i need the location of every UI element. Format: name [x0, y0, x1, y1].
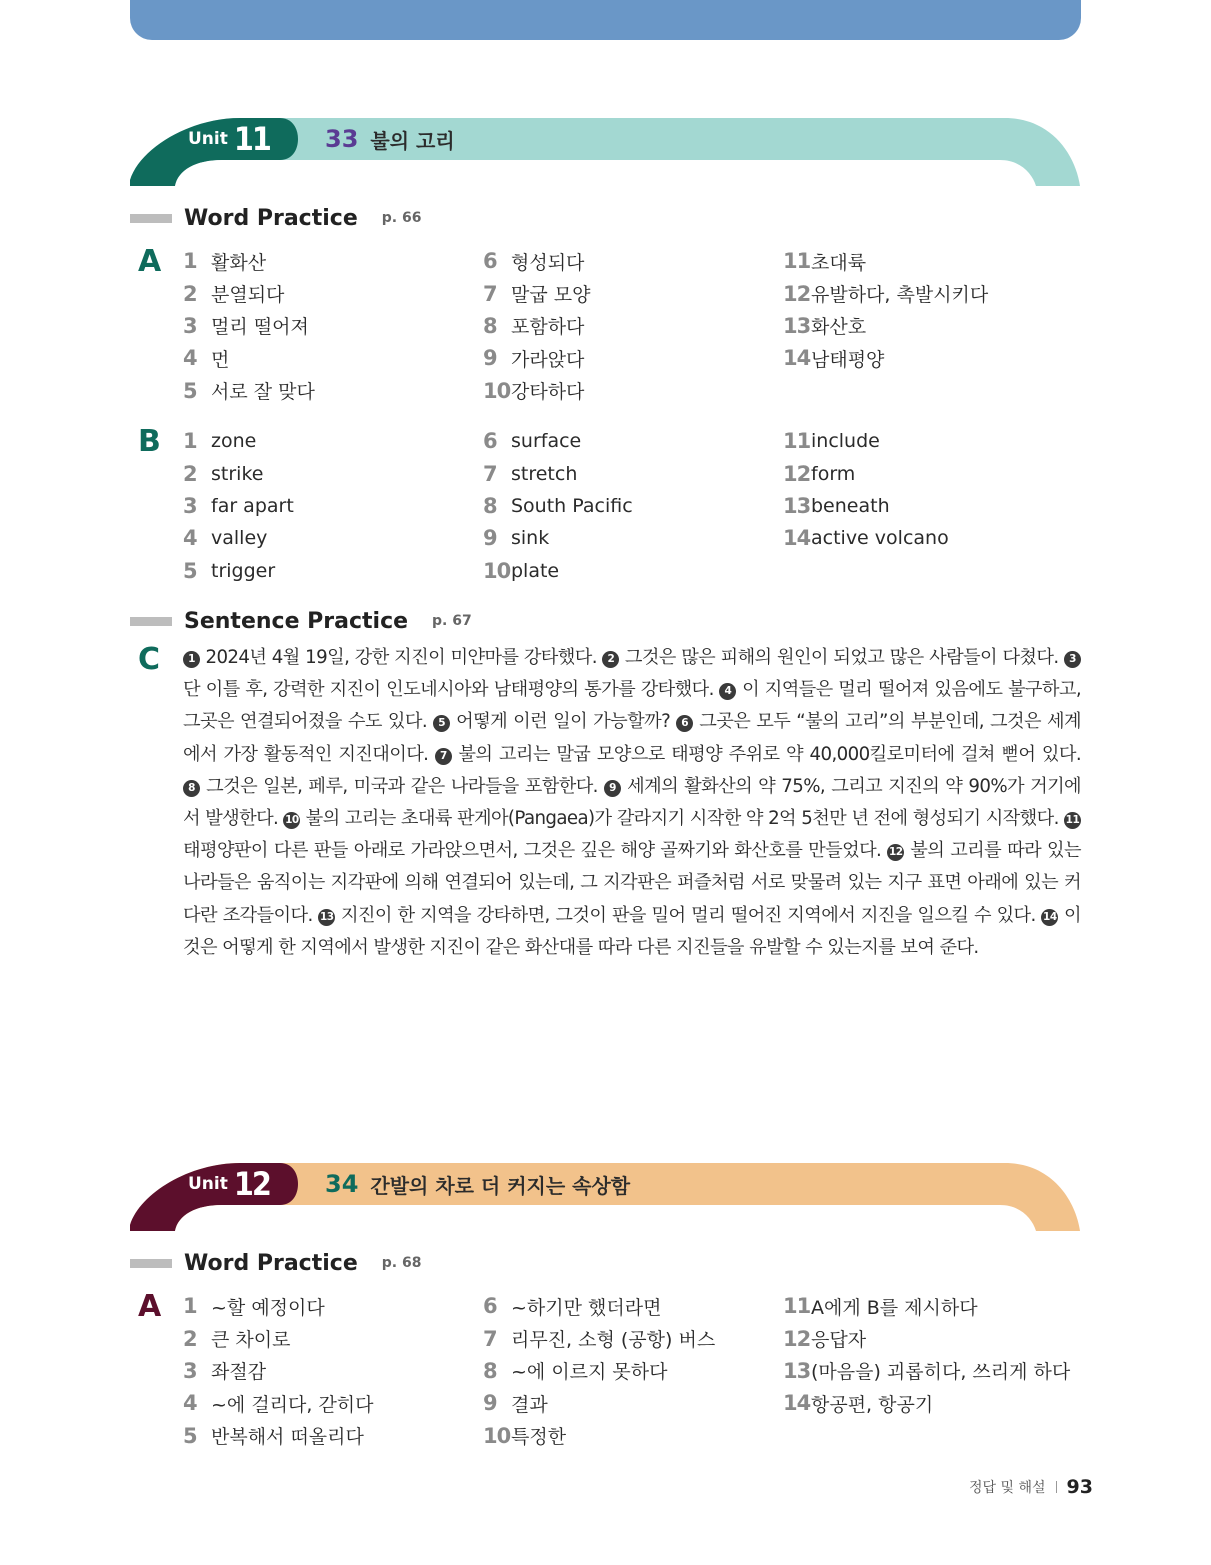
item-number: 13 [783, 493, 811, 518]
heading-bar [130, 214, 172, 223]
unit-number: 12 [233, 1165, 270, 1203]
item-number: 14 [783, 1391, 811, 1416]
word-list-b-col2 [483, 425, 633, 587]
sentence-text: 그곳은 모두 “불의 고리”의 부분인데, 그것은 세계에서 가장 활동적인 지진대이다. [183, 711, 1081, 765]
list-item [183, 375, 315, 407]
list-item [183, 457, 294, 489]
section-letter-c: C [138, 642, 161, 677]
unit-11-tab [188, 118, 298, 160]
item-number: 5 [183, 1423, 197, 1448]
word-list-a-col2 [483, 245, 590, 407]
item-number: 9 [483, 1391, 497, 1416]
item-text: 형성되다 [511, 251, 585, 274]
list-item [783, 1322, 1070, 1354]
item-text: 화산호 [811, 316, 867, 339]
item-number: 2 [183, 1326, 197, 1351]
item-text: include [811, 430, 880, 453]
item-text: 큰 차이로 [211, 1329, 291, 1352]
sentence-text: 불의 고리를 따라 있는 나라들은 움직이는 지각판에 의해 연결되어 있는데, 그 지각판은 퍼즐처럼 서로 맞물려 있는 지구 표면 아래에 있는 커다란 조각들이다. [183, 840, 1081, 926]
lesson-number: 34 [325, 1170, 359, 1198]
item-text: beneath [811, 494, 890, 517]
list-item [183, 555, 294, 587]
list-item [483, 245, 590, 277]
item-number: 11 [783, 249, 811, 274]
section-letter-a: A [138, 244, 162, 279]
sentence-marker: 4 [719, 683, 736, 700]
sentence-text: 세계의 활화산의 약 75%, 그리고 지진의 약 90%가 거기에서 발생한다. [183, 775, 1082, 830]
item-text: 유발하다, 촉발시키다 [811, 284, 989, 307]
list-item [183, 1355, 374, 1387]
item-number: 14 [783, 526, 811, 551]
footer-label: 정답 및 해설 [969, 1480, 1046, 1496]
item-text: 리무진, 소형 (공항) 버스 [511, 1329, 716, 1352]
page-number: 93 [1066, 1476, 1093, 1498]
unit-11-banner [130, 118, 1080, 186]
item-text: 활화산 [211, 251, 267, 274]
list-item [483, 522, 633, 554]
list-item [183, 277, 315, 309]
sentence-text: 불의 고리는 초대륙 판게아(Pangaea)가 갈라지기 시작한 약 2억 5천만 년 전에 형성되기 시작했다. [305, 808, 1059, 830]
sentence-marker: 12 [887, 844, 904, 861]
item-text: valley [211, 527, 268, 550]
sentence-text: 태평양판이 다른 판들 아래로 가라앉으면서, 그것은 깊은 해양 골짜기와 화산호를 만들었다. [183, 840, 882, 862]
list-item [483, 490, 633, 522]
sentence-text: 그것은 일본, 페루, 미국과 같은 나라들을 포함한다. [206, 775, 598, 797]
section-title: Word Practice [184, 205, 358, 231]
item-number: 10 [483, 1423, 511, 1448]
item-number: 14 [783, 346, 811, 371]
item-number: 9 [483, 526, 497, 551]
sentence-marker: 8 [183, 780, 200, 797]
item-number: 7 [483, 461, 497, 486]
item-text: 결과 [511, 1393, 548, 1416]
list-item [783, 1387, 1070, 1419]
item-number: 6 [483, 249, 497, 274]
unit-label: Unit [188, 129, 228, 149]
sentence-marker: 1 [183, 651, 200, 668]
list-item [483, 1387, 715, 1419]
page-footer [969, 1476, 1093, 1498]
item-text: active volcano [811, 527, 949, 550]
item-number: 3 [183, 493, 197, 518]
item-text: far apart [211, 494, 294, 517]
sentence-marker: 11 [1064, 812, 1081, 829]
heading-bar [130, 617, 172, 626]
list-item [783, 457, 949, 489]
item-text: South Pacific [511, 494, 633, 517]
word-list-a-col1 [183, 1290, 374, 1452]
sentence-practice-heading [130, 606, 472, 636]
sentence-text: 2024년 4월 19일, 강한 지진이 미얀마를 강타했다. [205, 647, 597, 668]
heading-bar [130, 1259, 172, 1268]
item-number: 12 [783, 1326, 811, 1351]
lesson-34-title [325, 1163, 630, 1205]
item-text: 강타하다 [511, 381, 585, 404]
lesson-number: 33 [325, 125, 359, 153]
item-text: ~할 예정이다 [211, 1296, 325, 1319]
list-item [783, 245, 988, 277]
list-item [183, 490, 294, 522]
list-item [483, 375, 590, 407]
item-text: ~에 걸리다, 갇히다 [211, 1393, 374, 1416]
word-practice-heading [130, 1248, 421, 1278]
list-item [483, 555, 633, 587]
item-number: 1 [183, 249, 197, 274]
list-item [183, 310, 315, 342]
word-practice-heading [130, 203, 421, 233]
list-item [183, 342, 315, 374]
item-text: 가라앉다 [511, 348, 585, 371]
sentence-marker: 3 [1064, 651, 1081, 668]
item-number: 13 [783, 313, 811, 338]
item-number: 1 [183, 429, 197, 454]
unit-12-tab [188, 1163, 298, 1205]
list-item [783, 1290, 1070, 1322]
item-text: 좌절감 [211, 1361, 267, 1384]
list-item [183, 1420, 374, 1452]
item-number: 2 [183, 461, 197, 486]
sentence-text: 지진이 한 지역을 강타하면, 그것이 판을 밀어 멀리 떨어진 지역에서 지진을 일으킬 수 있다. [340, 904, 1036, 926]
item-text: 분열되다 [211, 284, 285, 307]
unit-label: Unit [188, 1174, 228, 1194]
item-number: 3 [183, 1358, 197, 1383]
list-item [183, 425, 294, 457]
section-title: Sentence Practice [184, 608, 409, 634]
list-item [783, 277, 988, 309]
list-item [183, 1322, 374, 1354]
list-item [483, 1420, 715, 1452]
sentence-marker: 6 [676, 715, 693, 732]
item-number: 3 [183, 313, 197, 338]
item-number: 11 [783, 429, 811, 454]
item-text: sink [511, 527, 550, 550]
lesson-title: 불의 고리 [370, 128, 455, 153]
unit-number: 11 [233, 120, 270, 158]
top-header-bar [130, 0, 1081, 40]
item-number: 10 [483, 558, 511, 583]
item-text: ~에 이르지 못하다 [511, 1361, 668, 1384]
section-page: p. 66 [381, 210, 422, 226]
item-text: 남태평양 [811, 348, 885, 371]
item-number: 6 [483, 429, 497, 454]
item-number: 13 [783, 1358, 811, 1383]
item-number: 12 [783, 281, 811, 306]
item-text: stretch [511, 462, 578, 485]
list-item [483, 277, 590, 309]
item-text: form [811, 462, 856, 485]
item-text: 서로 잘 맞다 [211, 381, 315, 404]
lesson-33-title [325, 118, 455, 160]
item-text: 멀리 떨어져 [211, 316, 309, 339]
list-item [783, 425, 949, 457]
section-title: Word Practice [184, 1250, 358, 1276]
list-item [483, 310, 590, 342]
lesson-title: 간발의 차로 더 커지는 속상함 [370, 1173, 631, 1198]
item-number: 4 [183, 526, 197, 551]
item-text: 항공편, 항공기 [811, 1393, 934, 1416]
item-number: 9 [483, 346, 497, 371]
item-number: 6 [483, 1294, 497, 1319]
sentence-marker: 9 [604, 780, 621, 797]
item-number: 10 [483, 378, 511, 403]
item-text: A에게 B를 제시하다 [811, 1296, 978, 1319]
sentence-marker: 10 [283, 812, 300, 829]
list-item [783, 490, 949, 522]
item-number: 5 [183, 558, 197, 583]
item-text: 포함하다 [511, 316, 585, 339]
item-text: (마음을) 괴롭히다, 쓰리게 하다 [811, 1361, 1071, 1384]
list-item [183, 1387, 374, 1419]
sentence-text: 불의 고리는 말굽 모양으로 태평양 주위로 약 40,000킬로미터에 걸쳐 뻗어 있다. [458, 743, 1081, 765]
item-text: strike [211, 462, 264, 485]
item-text: zone [211, 430, 257, 453]
sentence-marker: 13 [318, 909, 335, 926]
list-item [483, 1290, 715, 1322]
list-item [483, 1355, 715, 1387]
word-list-a-col3 [783, 245, 988, 375]
item-number: 7 [483, 1326, 497, 1351]
sentence-translations [183, 642, 1081, 964]
item-text: 특정한 [511, 1426, 567, 1449]
sentence-marker: 2 [602, 651, 619, 668]
list-item [183, 522, 294, 554]
item-text: plate [511, 559, 560, 582]
item-number: 2 [183, 281, 197, 306]
sentence-text: 이 지역들은 멀리 떨어져 있음에도 불구하고, 그곳은 연결되어졌을 수도 있다. [183, 679, 1082, 733]
unit-12-banner [130, 1163, 1080, 1231]
item-number: 7 [483, 281, 497, 306]
list-item [183, 1290, 374, 1322]
item-text: 초대륙 [811, 251, 867, 274]
sentence-text: 이것은 어떻게 한 지역에서 발생한 지진이 같은 화산대를 따라 다른 지진들을 유발할 수 있는지를 보여 준다. [183, 904, 1081, 958]
sentence-marker: 14 [1041, 909, 1058, 926]
item-text: 먼 [211, 348, 230, 371]
section-letter-b: B [138, 424, 161, 459]
list-item [483, 457, 633, 489]
item-text: 반복해서 떠올리다 [211, 1426, 364, 1449]
item-text: trigger [211, 559, 276, 582]
list-item [783, 310, 988, 342]
item-number: 5 [183, 378, 197, 403]
sentence-text: 어떻게 이런 일이 가능할까? [456, 711, 671, 733]
item-text: 말굽 모양 [511, 284, 591, 307]
sentence-text: 그것은 많은 피해의 원인이 되었고 많은 사람들이 다쳤다. [624, 647, 1059, 668]
list-item [483, 425, 633, 457]
word-list-a-col3 [783, 1290, 1070, 1420]
list-item [783, 1355, 1070, 1387]
item-number: 4 [183, 1391, 197, 1416]
item-number: 8 [483, 1358, 497, 1383]
sentence-marker: 5 [433, 715, 450, 732]
list-item [483, 342, 590, 374]
list-item [783, 522, 949, 554]
item-number: 1 [183, 1294, 197, 1319]
sentence-marker: 7 [435, 748, 452, 765]
item-text: ~하기만 했더라면 [511, 1296, 662, 1319]
item-number: 11 [783, 1294, 811, 1319]
word-list-a-col1 [183, 245, 315, 407]
list-item [783, 342, 988, 374]
section-page: p. 68 [381, 1255, 422, 1271]
item-number: 8 [483, 493, 497, 518]
sentence-text: 단 이틀 후, 강력한 지진이 인도네시아와 남태평양의 통가를 강타했다. [183, 679, 714, 701]
item-number: 12 [783, 461, 811, 486]
word-list-b-col1 [183, 425, 294, 587]
word-list-b-col3 [783, 425, 949, 555]
section-letter-a: A [138, 1289, 162, 1324]
item-text: surface [511, 430, 582, 453]
list-item [483, 1322, 715, 1354]
item-number: 8 [483, 313, 497, 338]
item-text: 응답자 [811, 1329, 867, 1352]
item-number: 4 [183, 346, 197, 371]
list-item [183, 245, 315, 277]
word-list-a-col2 [483, 1290, 715, 1452]
footer-divider [1056, 1481, 1057, 1493]
section-page: p. 67 [432, 613, 472, 629]
